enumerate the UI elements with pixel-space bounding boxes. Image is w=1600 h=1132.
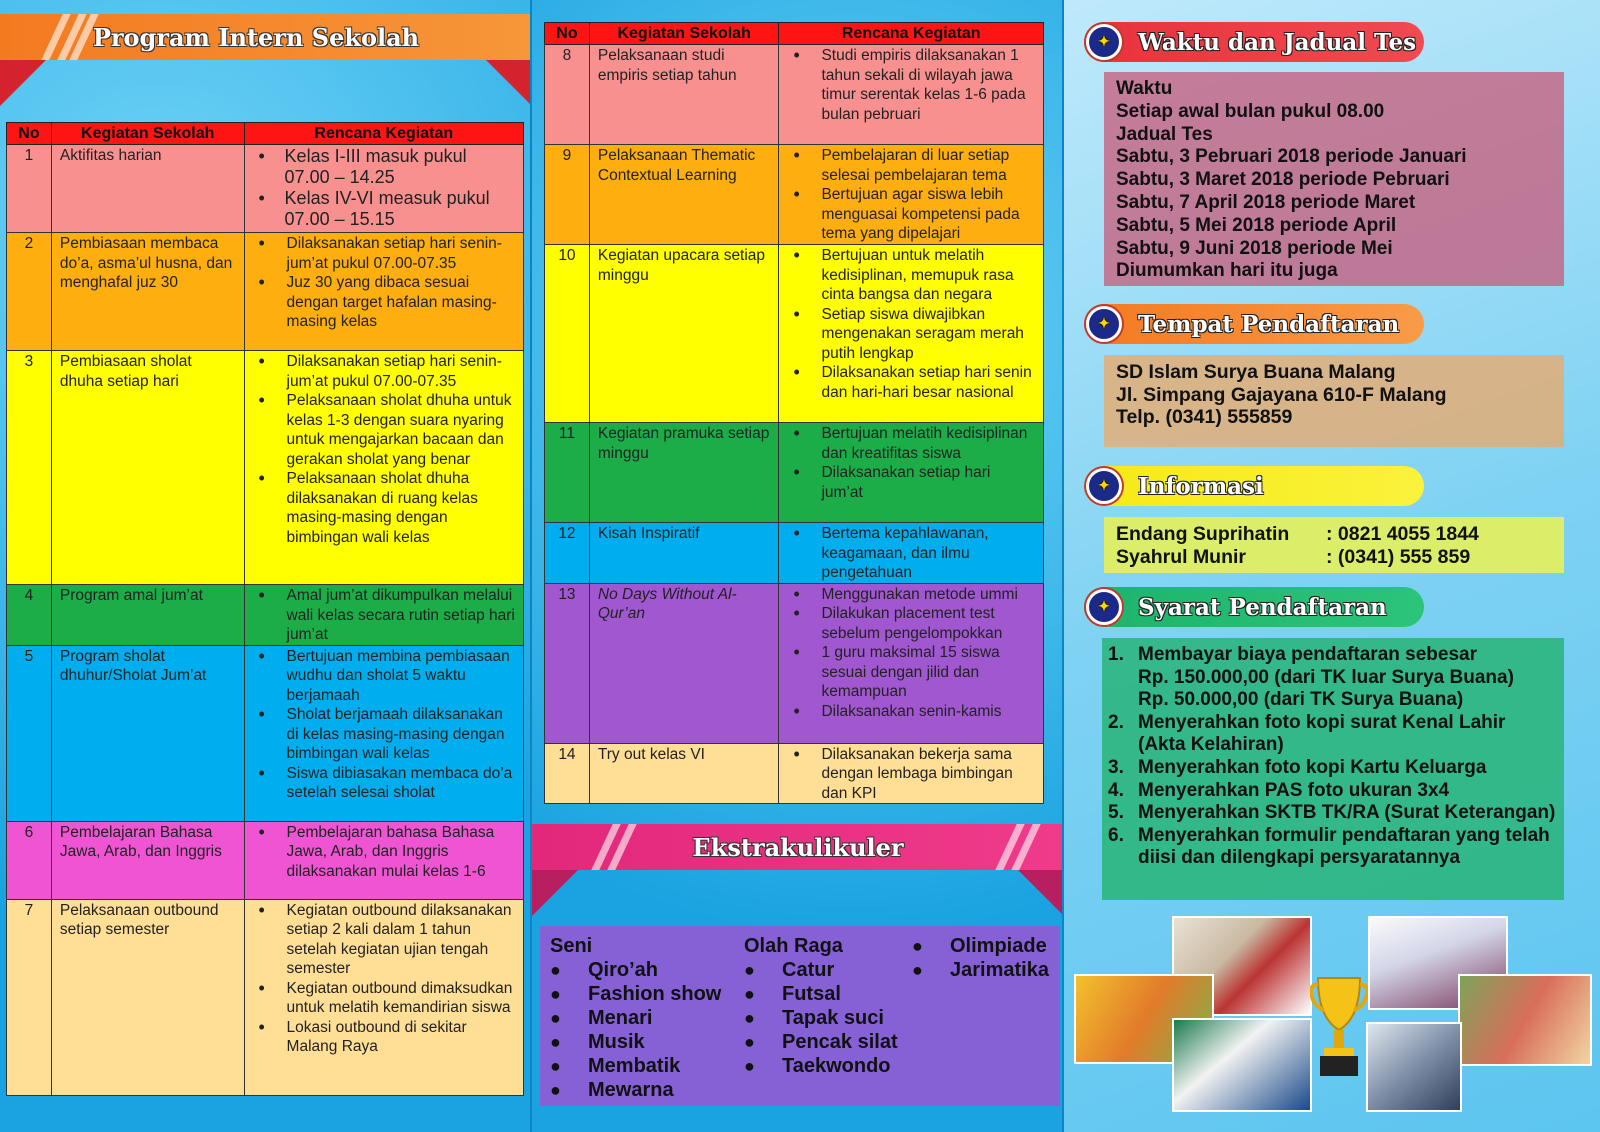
header-no: No bbox=[7, 123, 52, 145]
row-activity: Pembiasaan membaca do’a, asma’ul husna, dan menghafal juz 30 bbox=[51, 233, 244, 351]
ekstra-title: Ekstrakulikuler bbox=[692, 832, 904, 862]
plan-item: • Dilakukan placement test sebelum pengelompokkan bbox=[787, 604, 1035, 643]
plan-item: • Kelas IV-VI measuk pukul 07.00 – 15.15 bbox=[253, 188, 515, 230]
row-number: 12 bbox=[545, 523, 590, 584]
school-emblem-icon: ✦ bbox=[1086, 589, 1122, 625]
requirement-item bbox=[1108, 712, 1558, 757]
plan-item: • Kegiatan outbound dilaksanakan setiap 2 kali dalam 1 tahun setelah kegiatan ujian tengah semester bbox=[253, 901, 515, 979]
olahraga-heading: Olah Raga bbox=[744, 935, 843, 957]
row-number: 4 bbox=[7, 585, 52, 646]
table-row bbox=[545, 423, 1044, 523]
header-rencana: Rencana Kegiatan bbox=[244, 123, 523, 145]
requirement-item bbox=[1108, 825, 1558, 870]
ekstra-item: ● Membatik bbox=[550, 1054, 721, 1078]
row-activity: No Days Without Al-Qur’an bbox=[589, 583, 779, 743]
plan-item: • Bertujuan melatih kedisiplinan dan kreatifitas siswa bbox=[787, 424, 1035, 463]
row-number: 9 bbox=[545, 145, 590, 245]
plan-item: • Amal jum’at dikumpulkan melalui wali kelas secara rutin setiap hari jum’at bbox=[253, 586, 515, 645]
ekstra-item: ● Mewarna bbox=[550, 1078, 721, 1102]
row-plans bbox=[779, 145, 1044, 245]
school-emblem-icon: ✦ bbox=[1086, 468, 1122, 504]
ekstra-item: ● Musik bbox=[550, 1030, 721, 1054]
row-plans bbox=[244, 899, 523, 1095]
row-number: 13 bbox=[545, 583, 590, 743]
table-row bbox=[545, 523, 1044, 584]
waktu-title: Waktu dan Jadual Tes bbox=[1138, 28, 1417, 56]
table-row bbox=[545, 45, 1044, 145]
row-activity: Pelaksanaan outbound setiap semester bbox=[51, 899, 244, 1095]
row-number: 6 bbox=[7, 821, 52, 899]
contact-row bbox=[1116, 523, 1552, 546]
requirement-number bbox=[1108, 689, 1138, 712]
tempat-title-bar bbox=[1084, 304, 1424, 344]
plan-item: • Siswa dibiasakan membaca do’a setelah selesai sholat bbox=[253, 764, 515, 803]
plan-item: • Dilaksanakan setiap hari senin-jum’at pukul 07.00-07.35 bbox=[253, 234, 515, 273]
ekstra-item: ● Tapak suci bbox=[744, 1006, 898, 1030]
row-plans bbox=[244, 351, 523, 585]
info-line: Sabtu, 3 Maret 2018 periode Pebruari bbox=[1116, 169, 1450, 191]
ekstra-fold-left bbox=[532, 870, 578, 916]
info-line: Setiap awal bulan pukul 08.00 bbox=[1116, 100, 1385, 122]
plan-item: • Kelas I-III masuk pukul 07.00 – 14.25 bbox=[253, 146, 515, 188]
trophy-icon bbox=[1310, 972, 1368, 1080]
contact-phone: : 0821 4055 1844 bbox=[1326, 523, 1479, 545]
program-table-middle bbox=[544, 22, 1044, 804]
school-emblem-icon: ✦ bbox=[1086, 306, 1122, 342]
plan-item: • 1 guru maksimal 15 siswa sesuai dengan jilid dan kemampuan bbox=[787, 643, 1035, 702]
info-line: Sabtu, 3 Pebruari 2018 periode Januari bbox=[1116, 146, 1467, 168]
requirement-text: Rp. 150.000,00 (dari TK luar Surya Buana) bbox=[1138, 666, 1514, 688]
plan-item: • Dilaksanakan setiap hari senin dan hari-hari besar nasional bbox=[787, 363, 1035, 402]
plan-item: • Bertujuan agar siswa lebih menguasai kompetensi pada tema yang dipelajari bbox=[787, 185, 1035, 244]
row-activity: Kegiatan pramuka setiap minggu bbox=[589, 423, 779, 523]
banner-fold-right bbox=[486, 60, 532, 106]
row-activity: Program sholat dhuhur/Sholat Jum’at bbox=[51, 645, 244, 821]
table-row bbox=[545, 145, 1044, 245]
requirement-item bbox=[1108, 802, 1558, 825]
header-kegiatan: Kegiatan Sekolah bbox=[51, 123, 244, 145]
header-kegiatan: Kegiatan Sekolah bbox=[589, 23, 779, 45]
requirement-text: Menyerahkan foto kopi Kartu Keluarga bbox=[1138, 756, 1487, 778]
info-line: Telp. (0341) 555859 bbox=[1116, 406, 1293, 428]
info-line: Sabtu, 7 April 2018 periode Maret bbox=[1116, 191, 1416, 213]
requirement-item bbox=[1108, 780, 1558, 803]
row-activity: Kisah Inspiratif bbox=[589, 523, 779, 584]
plan-item: • Dilaksanakan setiap hari jum’at bbox=[787, 463, 1035, 502]
left-panel bbox=[0, 0, 532, 1132]
plan-item: • Studi empiris dilaksanakan 1 tahun sekali di wilayah jawa timur serentak kelas 1-6 pada bulan pebruari bbox=[787, 46, 1035, 124]
contact-name: Syahrul Munir bbox=[1116, 546, 1247, 568]
requirement-item bbox=[1108, 644, 1558, 667]
table-row bbox=[545, 743, 1044, 804]
waktu-title-bar bbox=[1084, 22, 1424, 62]
row-plans bbox=[779, 45, 1044, 145]
row-activity: Pembelajaran Bahasa Jawa, Arab, dan Inggris bbox=[51, 821, 244, 899]
row-plans bbox=[244, 585, 523, 646]
syarat-box bbox=[1102, 638, 1564, 900]
table-row bbox=[545, 583, 1044, 743]
program-title: Program Intern Sekolah bbox=[92, 22, 420, 52]
plan-item: • Menggunakan metode ummi bbox=[787, 585, 1035, 605]
table-header bbox=[7, 123, 524, 145]
contact-phone: : (0341) 555 859 bbox=[1326, 546, 1471, 568]
ekstra-banner bbox=[532, 824, 1064, 870]
row-number: 14 bbox=[545, 743, 590, 804]
plan-item: • Pelaksanaan sholat dhuha untuk kelas 1-3 dengan suara nyaring untuk mengajarkan bacaan dan gerakan sholat yang benar bbox=[253, 391, 515, 469]
photo-collage bbox=[1072, 912, 1596, 1114]
plan-item: • Dilaksanakan senin-kamis bbox=[787, 702, 1035, 722]
header-no: No bbox=[545, 23, 590, 45]
row-activity: Try out kelas VI bbox=[589, 743, 779, 804]
row-plans bbox=[779, 743, 1044, 804]
row-plans bbox=[244, 645, 523, 821]
requirement-item bbox=[1108, 689, 1558, 712]
row-number: 11 bbox=[545, 423, 590, 523]
contact-row bbox=[1116, 546, 1552, 569]
program-banner bbox=[0, 14, 532, 60]
ekstra-item: ● Taekwondo bbox=[744, 1054, 898, 1078]
tempat-box bbox=[1104, 355, 1564, 447]
seni-heading: Seni bbox=[550, 935, 593, 957]
row-number: 3 bbox=[7, 351, 52, 585]
ekstra-item: ● Jarimatika bbox=[912, 958, 1049, 982]
row-plans bbox=[779, 523, 1044, 584]
row-plans bbox=[244, 821, 523, 899]
requirement-text: Menyerahkan PAS foto ukuran 3x4 bbox=[1138, 779, 1450, 801]
row-number: 1 bbox=[7, 145, 52, 233]
row-activity: Kegiatan upacara setiap minggu bbox=[589, 245, 779, 423]
requirement-number: 6. bbox=[1108, 824, 1124, 846]
informasi-box bbox=[1104, 517, 1564, 573]
table-row bbox=[7, 645, 524, 821]
plan-item: • Bertujuan untuk melatih kedisiplinan, memupuk rasa cinta bangsa dan negara bbox=[787, 246, 1035, 305]
ekstra-item: ● Pencak silat bbox=[744, 1030, 898, 1054]
photo-performance bbox=[1458, 974, 1592, 1066]
plan-item: • Sholat berjamaah dilaksanakan di kelas masing-masing dengan bimbingan wali kelas bbox=[253, 705, 515, 764]
info-line: Diumumkan hari itu juga bbox=[1116, 260, 1338, 282]
info-line: SD Islam Surya Buana Malang bbox=[1116, 361, 1396, 383]
info-line: Waktu bbox=[1116, 78, 1173, 99]
row-number: 5 bbox=[7, 645, 52, 821]
requirement-number: 3. bbox=[1108, 756, 1124, 778]
plan-item: • Dilaksanakan setiap hari senin-jum’at pukul 07.00-07.35 bbox=[253, 352, 515, 391]
row-plans bbox=[244, 233, 523, 351]
informasi-title: Informasi bbox=[1138, 472, 1264, 500]
requirement-number: 5. bbox=[1108, 802, 1124, 824]
requirement-item bbox=[1108, 667, 1558, 690]
row-number: 2 bbox=[7, 233, 52, 351]
table-row bbox=[7, 585, 524, 646]
row-number: 10 bbox=[545, 245, 590, 423]
plan-item: • Pembelajaran di luar setiap selesai pembelajaran tema bbox=[787, 146, 1035, 185]
requirement-item bbox=[1108, 757, 1558, 780]
info-line: Sabtu, 9 Juni 2018 periode Mei bbox=[1116, 237, 1393, 259]
ekstra-item: ● Menari bbox=[550, 1006, 721, 1030]
table-row bbox=[7, 233, 524, 351]
plan-item: • Lokasi outbound di sekitar Malang Raya bbox=[253, 1018, 515, 1057]
requirement-number: 2. bbox=[1108, 711, 1124, 733]
ekstra-seni bbox=[550, 934, 721, 1102]
info-line: Jadual Tes bbox=[1116, 123, 1213, 145]
row-activity: Program amal jum’at bbox=[51, 585, 244, 646]
table-row bbox=[7, 821, 524, 899]
ekstra-item: ● Olimpiade bbox=[912, 934, 1049, 958]
row-plans bbox=[779, 423, 1044, 523]
header-rencana: Rencana Kegiatan bbox=[779, 23, 1044, 45]
table-header bbox=[545, 23, 1044, 45]
requirement-text: Menyerahkan foto kopi surat Kenal Lahir (Akta Kelahiran) bbox=[1138, 711, 1506, 756]
plan-item: • Kegiatan outbound dimaksudkan untuk melatih kemandirian siswa bbox=[253, 979, 515, 1018]
requirement-text: Menyerahkan formulir pendaftaran yang telah diisi dan dilengkapi persyaratannya bbox=[1138, 824, 1550, 869]
info-line: Jl. Simpang Gajayana 610-F Malang bbox=[1116, 383, 1447, 406]
table-row bbox=[7, 899, 524, 1095]
row-activity: Pelaksanaan studi empiris setiap tahun bbox=[589, 45, 779, 145]
ekstra-fold-right bbox=[1018, 870, 1064, 916]
ekstra-box bbox=[540, 926, 1060, 1106]
requirement-text: Membayar biaya pendaftaran sebesar bbox=[1138, 644, 1477, 665]
ekstra-item: ● Qiro’ah bbox=[550, 958, 721, 982]
requirement-number: 1. bbox=[1108, 644, 1124, 665]
ekstra-olahraga bbox=[744, 934, 898, 1078]
table-row bbox=[7, 351, 524, 585]
row-number: 7 bbox=[7, 899, 52, 1095]
plan-item: • Bertema kepahlawanan, keagamaan, dan ilmu pengetahuan bbox=[787, 524, 1035, 583]
contact-name: Endang Suprihatin bbox=[1116, 523, 1290, 545]
row-plans bbox=[244, 145, 523, 233]
table-row bbox=[545, 245, 1044, 423]
banner-fold-left bbox=[0, 60, 46, 106]
plan-item: • Pembelajaran bahasa Bahasa Jawa, Arab, dan Inggris dilaksanakan mulai kelas 1-6 bbox=[253, 823, 515, 882]
requirement-text: Rp. 50.000,00 (dari TK Surya Buana) bbox=[1138, 689, 1464, 711]
syarat-title-bar bbox=[1084, 587, 1424, 627]
requirement-number: 4. bbox=[1108, 779, 1124, 801]
photo-uniform-group bbox=[1172, 1018, 1312, 1112]
tempat-title: Tempat Pendaftaran bbox=[1138, 310, 1400, 338]
ekstra-lain bbox=[912, 934, 1049, 982]
informasi-title-bar bbox=[1084, 466, 1424, 506]
info-line: Sabtu, 5 Mei 2018 periode April bbox=[1116, 214, 1397, 236]
ekstra-item: ● Futsal bbox=[744, 982, 898, 1006]
plan-item: • Setiap siswa diwajibkan mengenakan seragam merah putih lengkap bbox=[787, 305, 1035, 364]
row-number: 8 bbox=[545, 45, 590, 145]
row-activity: Pelaksanaan Thematic Contextual Learning bbox=[589, 145, 779, 245]
plan-item: • Dilaksanakan bekerja sama dengan lembaga bimbingan dan KPI bbox=[787, 745, 1035, 804]
row-activity: Aktifitas harian bbox=[51, 145, 244, 233]
syarat-title: Syarat Pendaftaran bbox=[1138, 593, 1387, 621]
plan-item: • Juz 30 yang dibaca sesuai dengan target hafalan masing-masing kelas bbox=[253, 273, 515, 332]
plan-item: • Bertujuan membina pembiasaan wudhu dan sholat 5 waktu berjamaah bbox=[253, 647, 515, 706]
row-plans bbox=[779, 583, 1044, 743]
school-emblem-icon: ✦ bbox=[1086, 24, 1122, 60]
requirement-text: Menyerahkan SKTB TK/RA (Surat Keterangan) bbox=[1138, 802, 1556, 824]
ekstra-item: ● Catur bbox=[744, 958, 898, 982]
row-plans bbox=[779, 245, 1044, 423]
program-table-left bbox=[6, 122, 524, 1096]
row-activity: Pembiasaan sholat dhuha setiap hari bbox=[51, 351, 244, 585]
ekstra-item: ● Fashion show bbox=[550, 982, 721, 1006]
photo-classroom bbox=[1366, 1022, 1462, 1112]
table-row bbox=[7, 145, 524, 233]
waktu-box bbox=[1104, 72, 1564, 286]
requirement-number bbox=[1108, 667, 1138, 690]
plan-item: • Pelaksanaan sholat dhuha dilaksanakan di ruang kelas masing-masing dengan bimbingan wali kelas bbox=[253, 469, 515, 547]
